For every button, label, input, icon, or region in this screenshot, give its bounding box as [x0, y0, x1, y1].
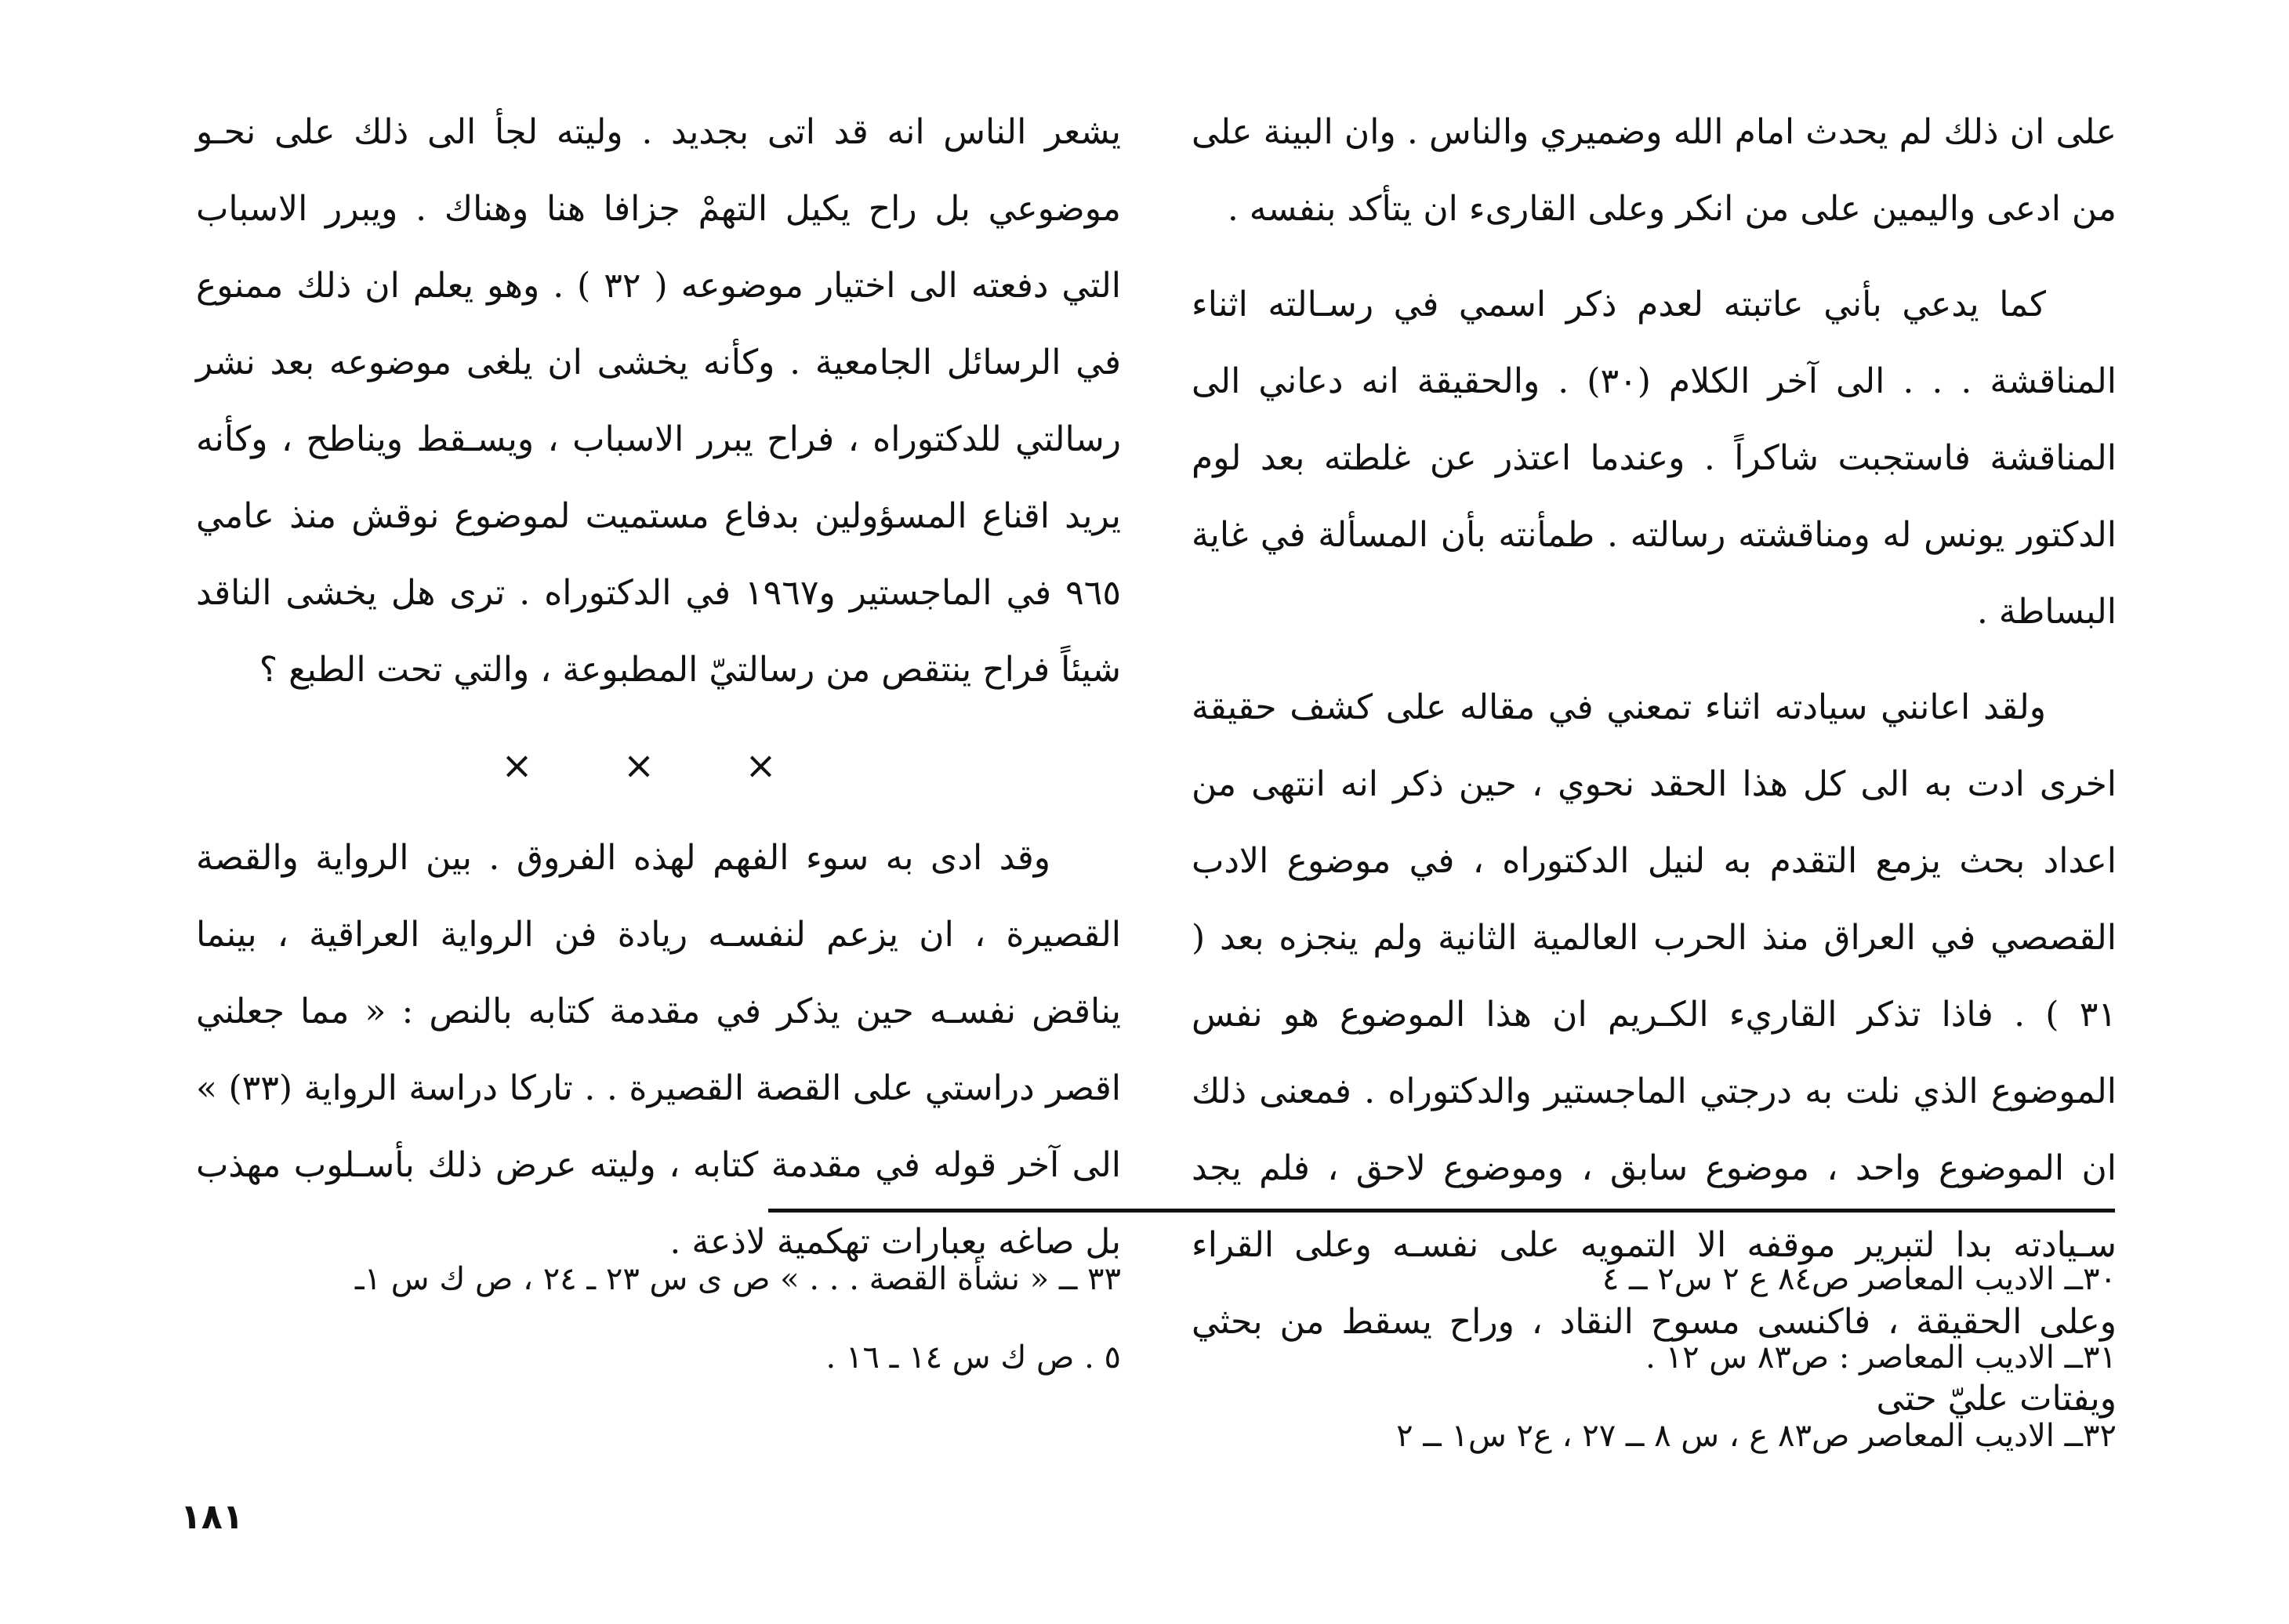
footnote: ٣٣ ــ « نشأة القصة . . . » ص ى س ٢٣ ـ ٢٤ ، ص ك س ١ـ	[354, 1261, 1121, 1297]
footnotes-left	[196, 1240, 1121, 1397]
paragraph: يشعر الناس انه قد اتى بجديد . وليته لجأ الى ذلك على نحـو موضوعي بل راح يكيل التهمْ جزافا هنا وهناك . ويبرر الاسباب التي دفعته الى اختيار موضوعه ( ٣٢ ) . وهو يعلم ان ذلك ممنوع في الرسائل الجامعية . وكأنه يخشى ان يلغى موضوعه بعد نشر رسالتي للدكتوراه ، فراح يبرر الاسباب ، ويسـقط ويناطح ، وكأنه يريد اقناع المسؤولين بدفاع مستميت لموضوع نوقش منذ عامي ٩٦٥ في الماجستير و١٩٦٧ في الدكتوراه . ترى هل يخشى الناقد شيئاً فراح ينتقص من رسالتيّ المطبوعة ، والتي تحت الطبع ؟	[196, 112, 1121, 690]
page-number: ١٨١	[180, 1497, 244, 1537]
paragraph: وقد ادى به سوء الفهم لهذه الفروق . بين الرواية والقصة القصيرة ، ان يزعم لنفسـه ريادة فن الرواية العراقية ، بينما يناقض نفسـه حين يذكر في مقدمة كتابه بالنص : « مما جعلني اقصر دراستي على القصة القصيرة . . تاركا دراسة الرواية (٣٣) » الى آخر قوله في مقدمة كتابه ، وليته عرض ذلك بأسـلوب مهذب بل صاغه بعبارات تهكمية لاذعة .	[196, 838, 1121, 1262]
footnote: ٥ . ص ك س ١٤ ـ ١٦ .	[825, 1339, 1121, 1376]
footnote: ٣٢ــ الاديب المعاصر ص٨٣ ع ، س ٨ ــ ٢٧ ، ع٢ س١ ــ ٢	[1396, 1418, 2117, 1454]
footnote-rule	[768, 1209, 2115, 1213]
paragraph: كما يدعي بأني عاتبته لعدم ذكر اسمي في رسـالته اثناء المناقشة . . . الى آخر الكلام (٣٠) . والحقيقة انه دعاني الى المناقشة فاستجبت شاكراً . وعندما اعتذر عن غلطته بعد لوم الدكتور يونس له ومناقشته رسالته . طمأنته بأن المسألة في غاية البساطة .	[1192, 285, 2117, 632]
paragraph: على ان ذلك لم يحدث امام الله وضميري والناس . وان البينة على من ادعى واليمين على من انكر وعلى القارىء ان يتأكد بنفسه .	[1192, 112, 2117, 229]
footnote: ٣١ــ الاديب المعاصر : ص٨٣ س ١٢ .	[1645, 1339, 2117, 1376]
footnotes-right	[1192, 1240, 2117, 1475]
footnote: ٣٠ــ الاديب المعاصر ص٨٤ ع ٢ س٢ ــ ٤	[1602, 1261, 2117, 1297]
text-column-left	[196, 94, 1121, 1300]
section-separator: × × ×	[501, 744, 816, 788]
paragraph: ولقد اعانني سيادته اثناء تمعني في مقاله على كشف حقيقة اخرى ادت به الى كل هذا الحقد نحوي ، حين ذكر انه انتهى من اعداد بحث يزمع التقدم به لنيل الدكتوراه ، في موضوع الادب القصصي في العراق منذ الحرب العالمية الثانية ولم ينجزه بعد ( ٣١ ) . فاذا تذكر القاريء الكـريم ان هذا الموضوع هو نفس الموضوع الذي نلت به درجتي الماجستير والدكتوراه . فمعنى ذلك ان الموضوع واحد ، موضوع سابق ، وموضوع لاحق ، فلم يجد سـيادته بدا لتبرير موقفه الا التمويه على نفسـه وعلى القراء وعلى الحقيقة ، فاكنسى مسوح النقاد ، وراح يسقط من بحثي ويفتات عليّ حتى	[1192, 687, 2117, 1419]
